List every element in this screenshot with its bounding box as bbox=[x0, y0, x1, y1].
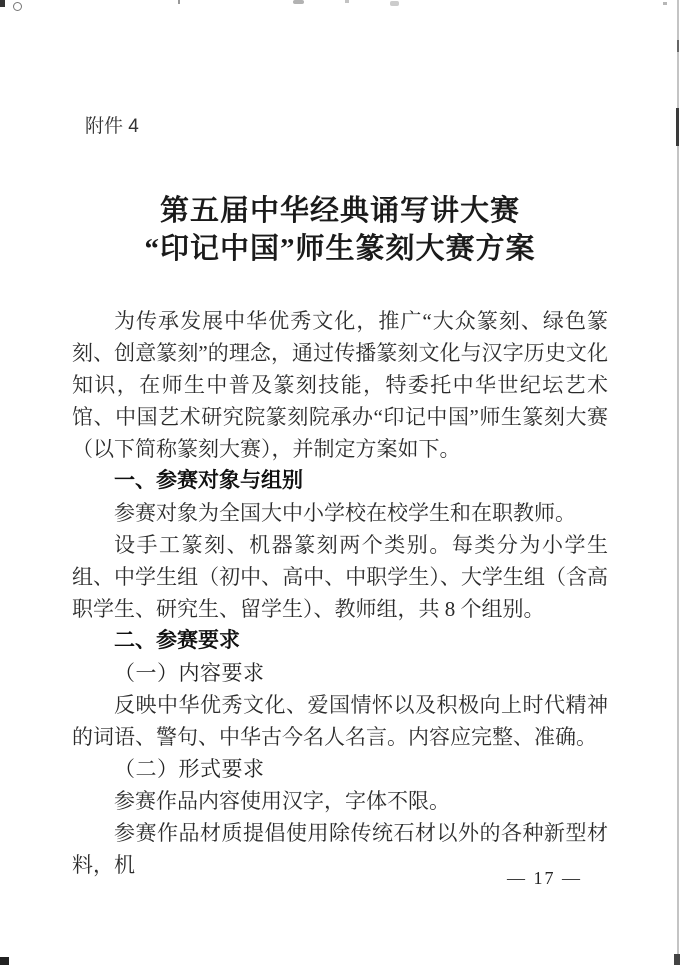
section-heading-2: 二、参赛要求 bbox=[114, 629, 240, 652]
scan-corner-mark bbox=[674, 954, 680, 965]
document-title-line1: 第五届中华经典诵写讲大赛 bbox=[159, 195, 520, 227]
body-paragraph: 参赛作品内容使用汉字，字体不限。 bbox=[114, 789, 450, 813]
body-paragraph: 反映中华优秀文化、爱国情怀以及积极向上时代精神的词语、警句、中华古今名人名言。内容应完整、准确。 bbox=[72, 693, 608, 749]
body-paragraph: 参赛作品材质提倡使用除传统石材以外的各种新型材料，机 bbox=[72, 821, 608, 877]
document-title bbox=[72, 192, 608, 268]
scan-corner-mark bbox=[0, 957, 9, 965]
body-paragraph: 参赛对象为全国大中小学校在校学生和在职教师。 bbox=[114, 501, 576, 525]
subsection-heading-2: （二）形式要求 bbox=[114, 757, 265, 781]
document-body bbox=[72, 305, 608, 881]
attachment-label: 附件 4 bbox=[85, 116, 139, 137]
document-title-line2: “印记中国”师生篆刻大赛方案 bbox=[144, 233, 536, 265]
subsection-heading-1: （一）内容要求 bbox=[114, 661, 265, 685]
body-paragraph: 设手工篆刻、机器篆刻两个类别。每类分为小学生组、中学生组（初中、高中、中职学生）、大学生组（含高职学生、研究生、留学生）、教师组，共 8 个组别。 bbox=[72, 533, 608, 621]
page-number: — 17 — bbox=[507, 868, 582, 888]
body-paragraph: 为传承发展中华优秀文化，推广“大众篆刻、绿色篆刻、创意篆刻”的理念，通过传播篆刻文化与汉字历史文化知识，在师生中普及篆刻技能，特委托中华世纪坛艺术馆、中国艺术研究院篆刻院承办“印记中国”师生篆刻大赛（以下简称篆刻大赛），并制定方案如下。 bbox=[72, 309, 608, 461]
section-heading-1: 一、参赛对象与组别 bbox=[114, 469, 303, 492]
